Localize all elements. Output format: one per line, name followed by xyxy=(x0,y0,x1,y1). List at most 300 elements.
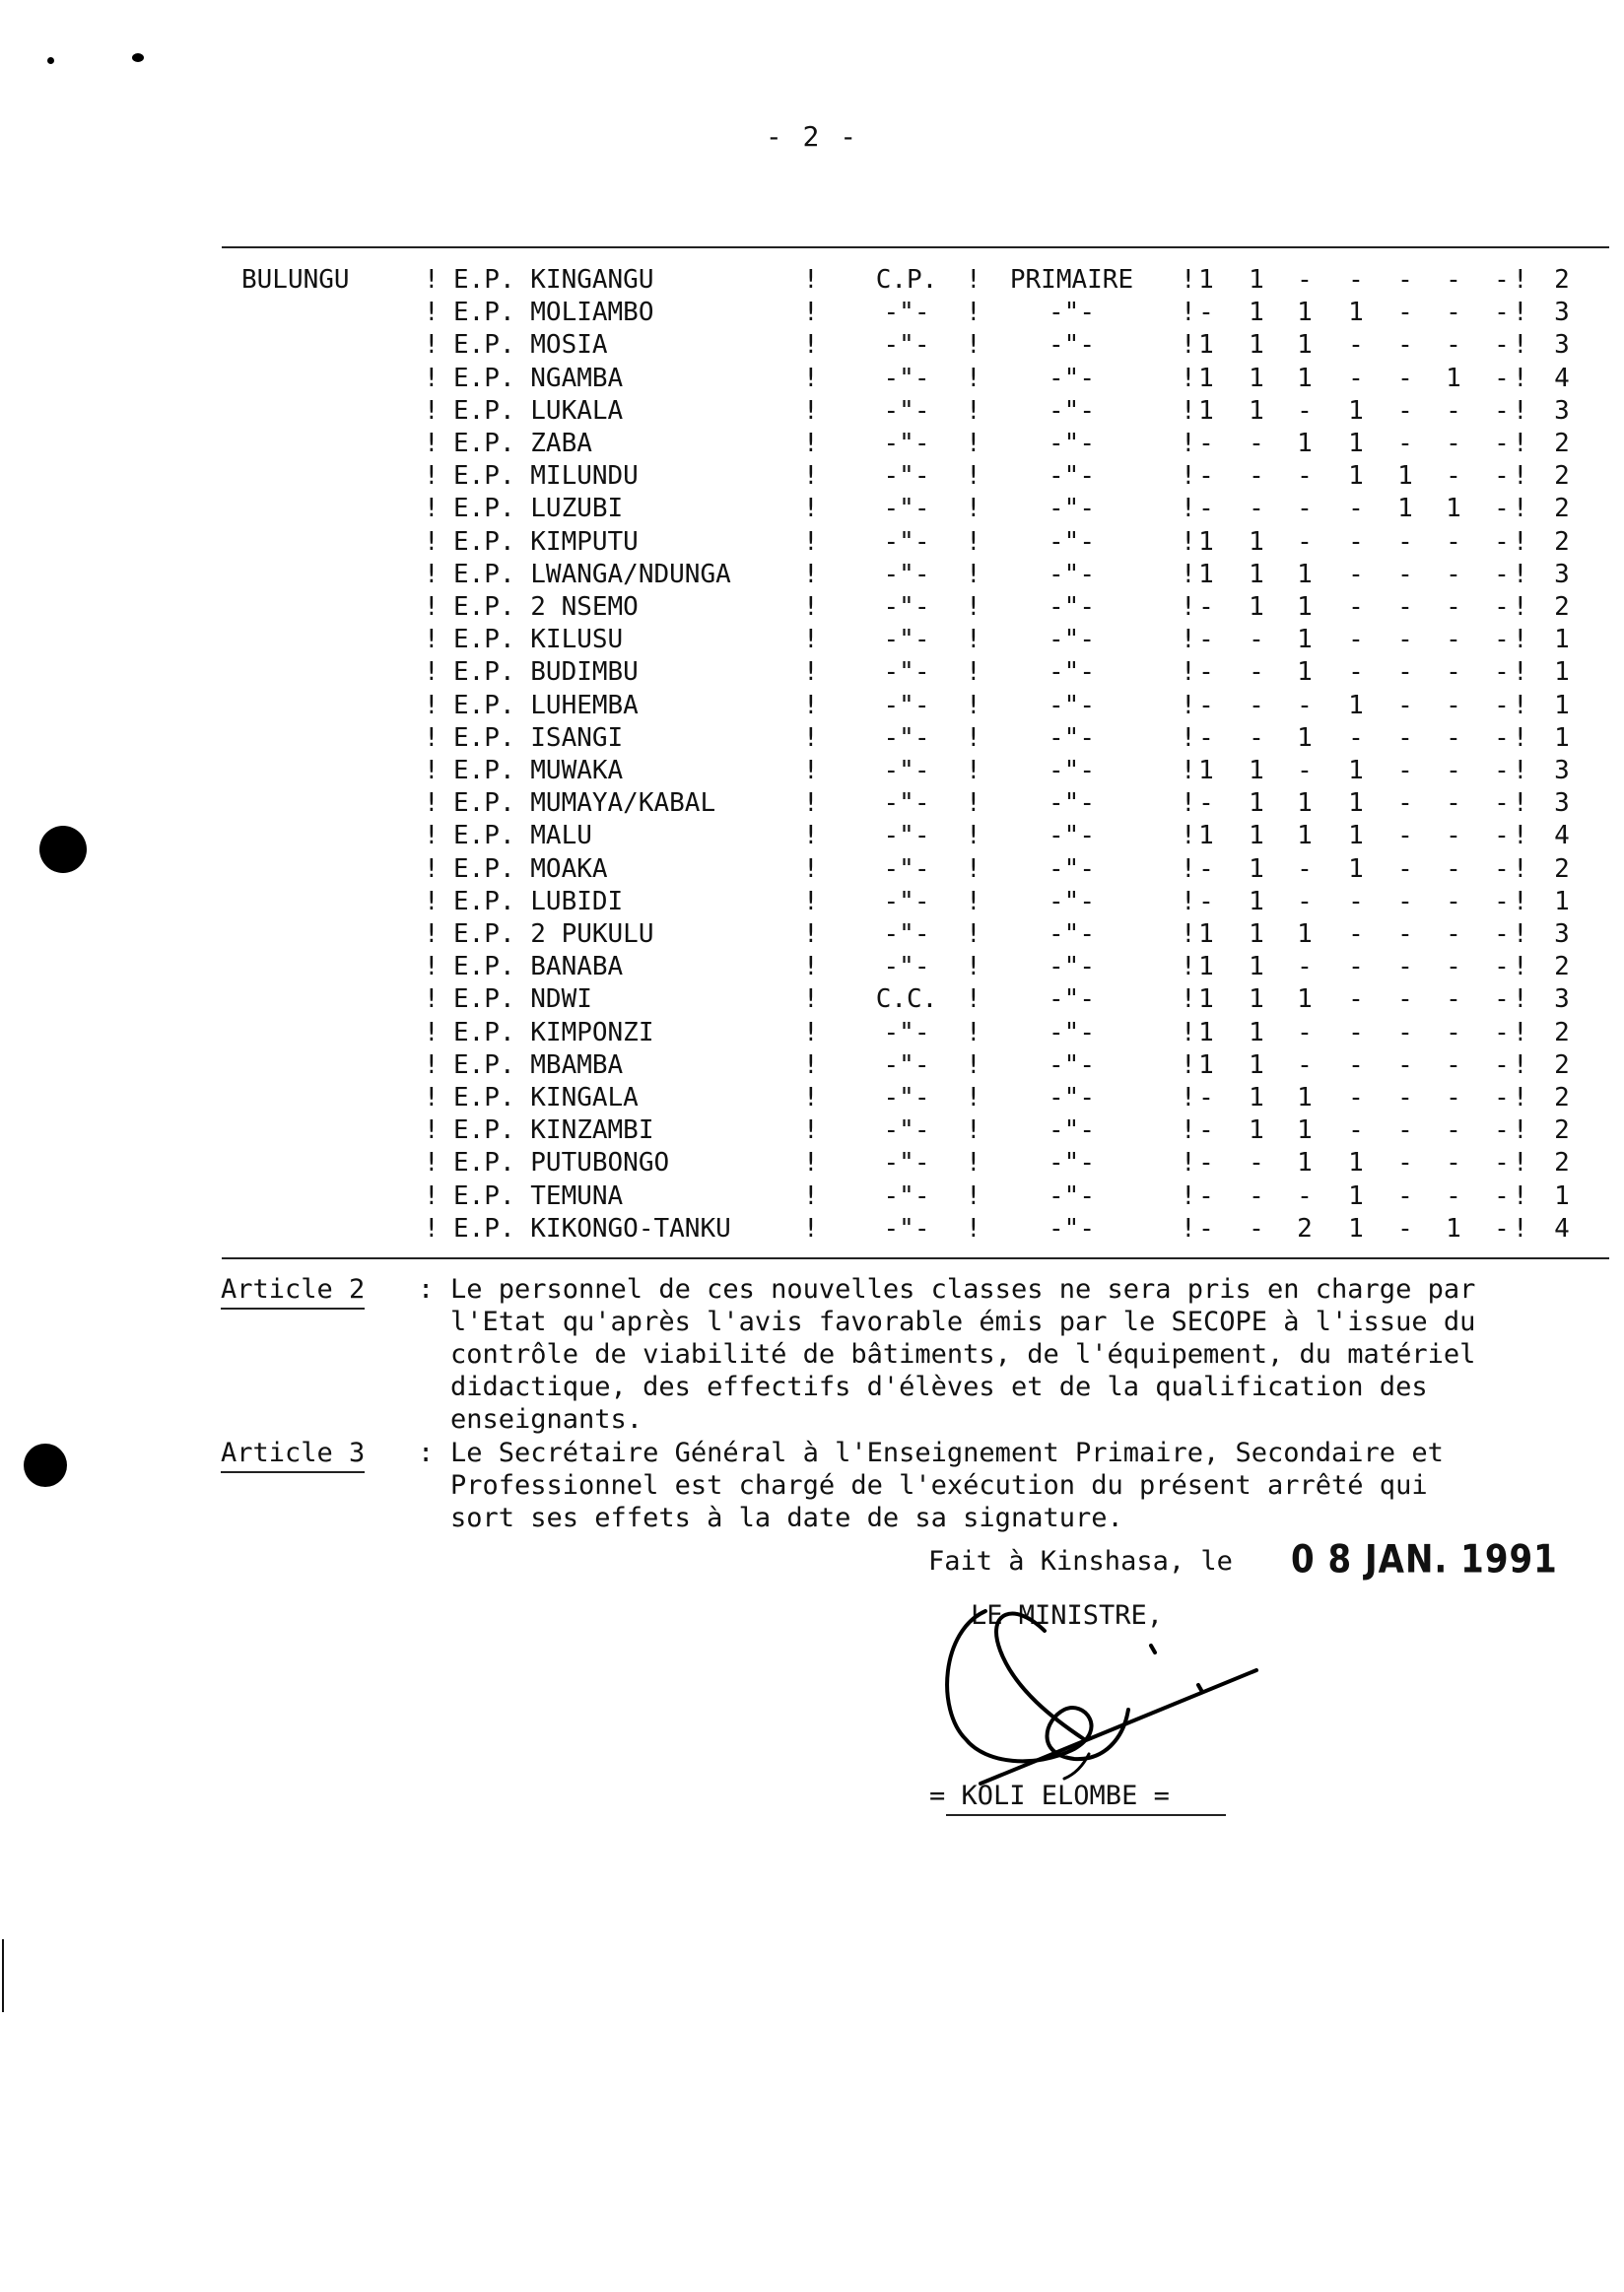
table-row xyxy=(0,853,1624,886)
column-separator: ! xyxy=(1513,265,1528,295)
class-count: - xyxy=(1397,853,1413,884)
class-count: - xyxy=(1446,1148,1461,1179)
class-count: - xyxy=(1494,756,1510,785)
column-separator: ! xyxy=(1513,886,1528,916)
class-count: - xyxy=(1446,1180,1461,1211)
page-number: - 2 - xyxy=(765,120,859,153)
column-separator: ! xyxy=(966,1017,981,1047)
class-count: - xyxy=(1348,886,1364,916)
column-separator: ! xyxy=(424,821,440,851)
column-separator: ! xyxy=(803,559,819,589)
class-count: - xyxy=(1397,363,1413,393)
row-total: 1 xyxy=(1554,722,1570,753)
column-separator: ! xyxy=(424,330,440,361)
row-total: 2 xyxy=(1554,265,1570,295)
class-count: - xyxy=(1198,429,1214,458)
school-level: -"- xyxy=(1049,788,1095,819)
column-separator: ! xyxy=(803,821,819,851)
class-count: - xyxy=(1494,1049,1510,1080)
column-separator: ! xyxy=(803,1148,819,1179)
class-count: 1 xyxy=(1249,952,1264,982)
punch-hole xyxy=(24,1444,67,1487)
school-type: -"- xyxy=(883,1148,930,1179)
class-count: 2 xyxy=(1297,1213,1313,1244)
column-separator: ! xyxy=(1513,1213,1528,1244)
class-count: - xyxy=(1348,1049,1364,1080)
column-separator: ! xyxy=(1181,886,1196,916)
class-count: - xyxy=(1446,330,1461,361)
class-count: - xyxy=(1249,625,1264,655)
school-level: -"- xyxy=(1049,1115,1095,1146)
class-count: - xyxy=(1397,886,1413,916)
column-separator: ! xyxy=(1181,919,1196,949)
school-type: -"- xyxy=(883,756,930,785)
column-separator: ! xyxy=(803,788,819,819)
school-level: -"- xyxy=(1049,984,1095,1015)
class-count: 1 xyxy=(1249,559,1264,589)
class-count: - xyxy=(1348,1017,1364,1047)
school-level: -"- xyxy=(1049,1049,1095,1080)
class-count: - xyxy=(1348,1083,1364,1112)
school-name: E.P. TEMUNA xyxy=(453,1180,624,1211)
column-separator: ! xyxy=(966,1115,981,1146)
table-row xyxy=(0,983,1624,1016)
class-count: - xyxy=(1494,429,1510,458)
class-count: - xyxy=(1297,886,1313,916)
column-separator: ! xyxy=(803,298,819,328)
class-count: - xyxy=(1348,919,1364,949)
school-type: C.C. xyxy=(875,984,938,1015)
school-type: -"- xyxy=(883,1115,930,1146)
column-separator: ! xyxy=(966,984,981,1015)
article-text-line: contrôle de viabilité de bâtiments, de l'équipement, du matériel xyxy=(450,1339,1476,1370)
column-separator: ! xyxy=(966,1049,981,1080)
class-count: - xyxy=(1297,1017,1313,1047)
column-separator: ! xyxy=(424,1115,440,1146)
column-separator: ! xyxy=(1181,592,1196,622)
column-separator: ! xyxy=(1181,559,1196,589)
school-type: -"- xyxy=(883,330,930,361)
class-count: 1 xyxy=(1249,821,1264,851)
row-total: 3 xyxy=(1554,298,1570,328)
row-total: 1 xyxy=(1554,625,1570,655)
class-count: 1 xyxy=(1297,1148,1313,1179)
column-separator: ! xyxy=(1181,1148,1196,1179)
class-count: - xyxy=(1297,395,1313,426)
school-name: E.P. PUTUBONGO xyxy=(453,1148,670,1179)
column-separator: ! xyxy=(1513,429,1528,458)
column-separator: ! xyxy=(424,363,440,393)
column-separator: ! xyxy=(1513,526,1528,557)
table-row xyxy=(0,264,1624,297)
column-separator: ! xyxy=(1181,494,1196,524)
table-row xyxy=(0,428,1624,460)
school-name: E.P. KILUSU xyxy=(453,625,624,655)
column-separator: ! xyxy=(966,657,981,688)
school-level: -"- xyxy=(1049,461,1095,492)
school-name: E.P. NDWI xyxy=(453,984,592,1015)
school-level: -"- xyxy=(1049,395,1095,426)
school-type: -"- xyxy=(883,1180,930,1211)
column-separator: ! xyxy=(424,657,440,688)
school-name: E.P. LUZUBI xyxy=(453,494,624,524)
column-separator: ! xyxy=(1513,919,1528,949)
class-count: - xyxy=(1348,494,1364,524)
class-count: - xyxy=(1249,494,1264,524)
class-count: - xyxy=(1198,853,1214,884)
class-count: - xyxy=(1397,429,1413,458)
column-separator: ! xyxy=(1513,298,1528,328)
row-total: 1 xyxy=(1554,886,1570,916)
class-count: - xyxy=(1397,395,1413,426)
column-separator: ! xyxy=(424,853,440,884)
column-separator: ! xyxy=(1181,788,1196,819)
class-count: - xyxy=(1249,461,1264,492)
class-count: - xyxy=(1348,984,1364,1015)
class-count: - xyxy=(1446,984,1461,1015)
class-count: 1 xyxy=(1446,494,1461,524)
minister-title: LE MINISTRE, xyxy=(971,1600,1164,1631)
class-count: - xyxy=(1249,657,1264,688)
column-separator: ! xyxy=(1513,494,1528,524)
row-total: 2 xyxy=(1554,592,1570,622)
column-separator: ! xyxy=(424,395,440,426)
table-row xyxy=(0,722,1624,755)
class-count: - xyxy=(1198,298,1214,328)
class-count: - xyxy=(1494,919,1510,949)
table-row xyxy=(0,559,1624,591)
school-type: -"- xyxy=(883,429,930,458)
class-count: 1 xyxy=(1198,330,1214,361)
class-count: - xyxy=(1348,592,1364,622)
table-row xyxy=(0,690,1624,722)
class-count: 1 xyxy=(1249,395,1264,426)
class-count: 1 xyxy=(1297,625,1313,655)
column-separator: ! xyxy=(966,494,981,524)
row-total: 1 xyxy=(1554,1180,1570,1211)
column-separator: ! xyxy=(1513,1148,1528,1179)
column-separator: ! xyxy=(966,853,981,884)
column-separator: ! xyxy=(966,886,981,916)
column-separator: ! xyxy=(1513,853,1528,884)
column-separator: ! xyxy=(803,1180,819,1211)
row-total: 2 xyxy=(1554,853,1570,884)
class-count: 1 xyxy=(1198,919,1214,949)
column-separator: ! xyxy=(803,461,819,492)
class-count: 1 xyxy=(1198,526,1214,557)
school-name: E.P. MALU xyxy=(453,821,592,851)
class-count: - xyxy=(1198,1083,1214,1112)
class-count: - xyxy=(1446,788,1461,819)
class-count: - xyxy=(1494,1017,1510,1047)
column-separator: ! xyxy=(1181,1115,1196,1146)
row-total: 1 xyxy=(1554,690,1570,720)
column-separator: ! xyxy=(1181,657,1196,688)
school-type: -"- xyxy=(883,722,930,753)
column-separator: ! xyxy=(966,330,981,361)
class-count: - xyxy=(1494,592,1510,622)
school-name: E.P. MUMAYA/KABAL xyxy=(453,788,716,819)
school-type: C.P. xyxy=(875,265,938,295)
class-count: - xyxy=(1249,429,1264,458)
class-count: - xyxy=(1249,690,1264,720)
school-level: -"- xyxy=(1049,1017,1095,1047)
class-count: - xyxy=(1397,722,1413,753)
column-separator: ! xyxy=(1513,330,1528,361)
class-count: - xyxy=(1297,952,1313,982)
class-count: 1 xyxy=(1249,1017,1264,1047)
class-count: 1 xyxy=(1348,395,1364,426)
column-separator: ! xyxy=(1513,1083,1528,1112)
class-count: - xyxy=(1446,1115,1461,1146)
column-separator: ! xyxy=(424,690,440,720)
article-text-line: enseignants. xyxy=(450,1404,643,1435)
school-name: E.P. LWANGA/NDUNGA xyxy=(453,559,731,589)
punch-hole xyxy=(39,826,87,873)
class-count: 1 xyxy=(1198,395,1214,426)
class-count: 1 xyxy=(1198,363,1214,393)
column-separator: ! xyxy=(803,984,819,1015)
column-separator: ! xyxy=(1181,625,1196,655)
column-separator: ! xyxy=(1181,821,1196,851)
column-separator: ! xyxy=(1513,559,1528,589)
article-text-line: l'Etat qu'après l'avis favorable émis par le SECOPE à l'issue du xyxy=(450,1307,1476,1337)
column-separator: ! xyxy=(803,919,819,949)
column-separator: ! xyxy=(803,1017,819,1047)
column-separator: ! xyxy=(803,592,819,622)
class-count: 1 xyxy=(1198,265,1214,295)
column-separator: ! xyxy=(803,690,819,720)
class-count: 1 xyxy=(1249,1049,1264,1080)
column-separator: ! xyxy=(966,1083,981,1112)
class-count: - xyxy=(1446,886,1461,916)
class-count: - xyxy=(1494,984,1510,1015)
school-type: -"- xyxy=(883,395,930,426)
class-count: - xyxy=(1446,952,1461,982)
column-separator: ! xyxy=(803,395,819,426)
class-count: 1 xyxy=(1297,298,1313,328)
class-count: - xyxy=(1446,1083,1461,1112)
column-separator: ! xyxy=(803,1213,819,1244)
column-separator: ! xyxy=(966,756,981,785)
article-colon: : xyxy=(418,1274,435,1305)
class-count: - xyxy=(1198,461,1214,492)
column-separator: ! xyxy=(424,494,440,524)
column-separator: ! xyxy=(966,298,981,328)
class-count: 1 xyxy=(1348,1148,1364,1179)
column-separator: ! xyxy=(424,298,440,328)
school-level: -"- xyxy=(1049,1083,1095,1112)
column-separator: ! xyxy=(803,363,819,393)
class-count: - xyxy=(1446,657,1461,688)
column-separator: ! xyxy=(966,395,981,426)
column-separator: ! xyxy=(424,1083,440,1112)
column-separator: ! xyxy=(424,952,440,982)
class-count: - xyxy=(1297,461,1313,492)
column-separator: ! xyxy=(803,1049,819,1080)
school-level: -"- xyxy=(1049,853,1095,884)
school-name: E.P. MBAMBA xyxy=(453,1049,624,1080)
class-count: - xyxy=(1494,494,1510,524)
class-count: - xyxy=(1198,592,1214,622)
school-name: E.P. MUWAKA xyxy=(453,756,624,785)
class-count: - xyxy=(1397,559,1413,589)
column-separator: ! xyxy=(1181,1083,1196,1112)
school-type: -"- xyxy=(883,363,930,393)
class-count: - xyxy=(1446,592,1461,622)
class-count: - xyxy=(1446,690,1461,720)
school-name: E.P. ZABA xyxy=(453,429,592,458)
article-text-line: sort ses effets à la date de sa signature. xyxy=(450,1503,1123,1533)
class-count: - xyxy=(1494,722,1510,753)
school-type: -"- xyxy=(883,1083,930,1112)
table-row xyxy=(0,820,1624,852)
class-count: - xyxy=(1494,657,1510,688)
class-count: - xyxy=(1494,559,1510,589)
column-separator: ! xyxy=(966,722,981,753)
column-separator: ! xyxy=(803,330,819,361)
column-separator: ! xyxy=(803,722,819,753)
class-count: 1 xyxy=(1297,592,1313,622)
table-row xyxy=(0,656,1624,689)
column-separator: ! xyxy=(803,886,819,916)
minister-name: = KOLI ELOMBE = xyxy=(929,1781,1170,1811)
column-separator: ! xyxy=(966,1213,981,1244)
class-count: - xyxy=(1297,494,1313,524)
school-level: -"- xyxy=(1049,657,1095,688)
table-row xyxy=(0,1049,1624,1082)
class-count: - xyxy=(1249,1148,1264,1179)
column-separator: ! xyxy=(966,461,981,492)
school-name: E.P. KIMPONZI xyxy=(453,1017,654,1047)
column-separator: ! xyxy=(1513,690,1528,720)
class-count: - xyxy=(1494,952,1510,982)
column-separator: ! xyxy=(966,1148,981,1179)
row-total: 2 xyxy=(1554,1049,1570,1080)
column-separator: ! xyxy=(1513,756,1528,785)
school-level: -"- xyxy=(1049,494,1095,524)
school-type: -"- xyxy=(883,1049,930,1080)
column-separator: ! xyxy=(803,625,819,655)
article-text-line: Professionnel est chargé de l'exécution du présent arrêté qui xyxy=(450,1470,1428,1501)
class-count: - xyxy=(1494,853,1510,884)
column-separator: ! xyxy=(966,788,981,819)
school-type: -"- xyxy=(883,853,930,884)
table-row xyxy=(0,395,1624,428)
column-separator: ! xyxy=(803,265,819,295)
class-count: 1 xyxy=(1198,984,1214,1015)
column-separator: ! xyxy=(803,526,819,557)
table-row xyxy=(0,493,1624,525)
class-count: - xyxy=(1397,1049,1413,1080)
class-count: - xyxy=(1446,429,1461,458)
class-count: - xyxy=(1494,625,1510,655)
class-count: - xyxy=(1348,330,1364,361)
school-level: -"- xyxy=(1049,919,1095,949)
school-type: -"- xyxy=(883,919,930,949)
school-type: -"- xyxy=(883,494,930,524)
class-count: 1 xyxy=(1348,821,1364,851)
class-count: - xyxy=(1397,625,1413,655)
table-row xyxy=(0,526,1624,559)
column-separator: ! xyxy=(1181,756,1196,785)
school-level: -"- xyxy=(1049,559,1095,589)
class-count: - xyxy=(1397,1148,1413,1179)
school-name: E.P. KINGALA xyxy=(453,1083,639,1112)
row-total: 1 xyxy=(1554,657,1570,688)
column-separator: ! xyxy=(966,559,981,589)
column-separator: ! xyxy=(966,429,981,458)
school-type: -"- xyxy=(883,788,930,819)
column-separator: ! xyxy=(1181,853,1196,884)
class-count: 1 xyxy=(1446,363,1461,393)
school-level: -"- xyxy=(1049,625,1095,655)
school-name: E.P. BANABA xyxy=(453,952,624,982)
row-total: 4 xyxy=(1554,363,1570,393)
column-separator: ! xyxy=(1181,1180,1196,1211)
table-row xyxy=(0,1017,1624,1049)
school-type: -"- xyxy=(883,886,930,916)
column-separator: ! xyxy=(1513,363,1528,393)
column-separator: ! xyxy=(966,265,981,295)
school-name: E.P. MOLIAMBO xyxy=(453,298,654,328)
column-separator: ! xyxy=(424,1017,440,1047)
class-count: - xyxy=(1397,788,1413,819)
row-total: 2 xyxy=(1554,429,1570,458)
column-separator: ! xyxy=(424,526,440,557)
table-row xyxy=(0,624,1624,656)
row-total: 2 xyxy=(1554,494,1570,524)
column-separator: ! xyxy=(1513,461,1528,492)
class-count: 1 xyxy=(1397,461,1413,492)
class-count: - xyxy=(1397,592,1413,622)
school-level: -"- xyxy=(1049,363,1095,393)
class-count: - xyxy=(1494,395,1510,426)
row-total: 3 xyxy=(1554,330,1570,361)
school-name: E.P. LUKALA xyxy=(453,395,624,426)
column-separator: ! xyxy=(966,821,981,851)
class-count: - xyxy=(1494,821,1510,851)
column-separator: ! xyxy=(424,461,440,492)
class-count: - xyxy=(1198,722,1214,753)
school-type: -"- xyxy=(883,625,930,655)
column-separator: ! xyxy=(1181,984,1196,1015)
class-count: 1 xyxy=(1446,1213,1461,1244)
school-type: -"- xyxy=(883,821,930,851)
class-count: 1 xyxy=(1297,919,1313,949)
column-separator: ! xyxy=(1513,952,1528,982)
class-count: - xyxy=(1397,1083,1413,1112)
class-count: - xyxy=(1348,722,1364,753)
column-separator: ! xyxy=(1181,1017,1196,1047)
column-separator: ! xyxy=(1181,330,1196,361)
class-count: 1 xyxy=(1297,363,1313,393)
class-count: - xyxy=(1494,265,1510,295)
class-count: 1 xyxy=(1348,1213,1364,1244)
column-separator: ! xyxy=(1513,788,1528,819)
row-total: 2 xyxy=(1554,1083,1570,1112)
class-count: 1 xyxy=(1198,559,1214,589)
class-count: - xyxy=(1348,559,1364,589)
table-top-rule xyxy=(222,246,1609,248)
column-separator: ! xyxy=(803,952,819,982)
row-total: 4 xyxy=(1554,1213,1570,1244)
class-count: 1 xyxy=(1348,298,1364,328)
article-colon: : xyxy=(418,1438,435,1468)
class-count: 1 xyxy=(1198,1017,1214,1047)
class-count: - xyxy=(1297,265,1313,295)
class-count: - xyxy=(1397,526,1413,557)
